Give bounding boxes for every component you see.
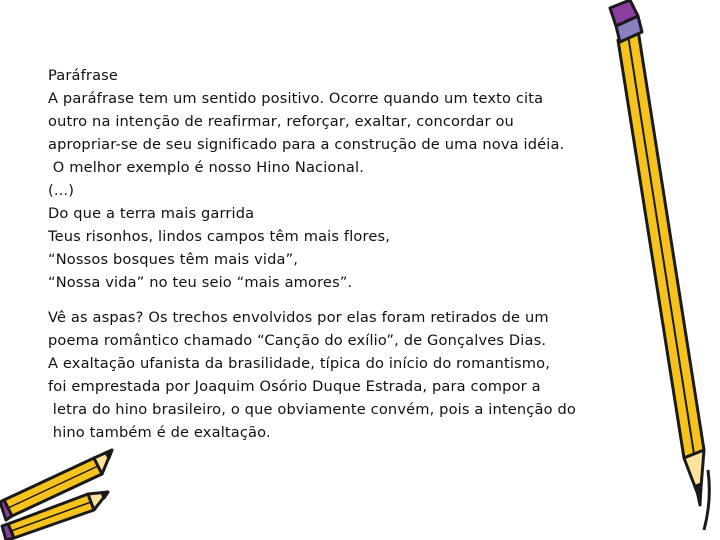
paragraph2-line: foi emprestada por Joaquim Osório Duque Estrada, para compor a [48,378,541,395]
paragraph1-line: O melhor exemplo é nosso Hino Nacional. [48,159,364,176]
body-text [48,64,648,444]
paragraph1-line: A paráfrase tem um sentido positivo. Ocorre quando um texto cita [48,90,544,107]
paragraph1-line: “Nossa vida” no teu seio “mais amores”. [48,274,353,291]
paragraph2-line: poema romântico chamado “Canção do exílio”, de Gonçalves Dias. [48,332,547,349]
paragraph2-line: Vê as aspas? Os trechos envolvidos por elas foram retirados de um [48,309,549,326]
paragraph-gap [48,294,648,306]
paragraph1-line: Do que a terra mais garrida [48,205,255,222]
paragraph2-line: hino também é de exaltação. [48,424,271,441]
paragraph1-line: apropriar-se de seu significado para a construção de uma nova idéia. [48,136,565,153]
paragraph1-line: Teus risonhos, lindos campos têm mais flores, [48,228,390,245]
pencil-icon-bottom-left-1 [0,440,120,540]
paragraph1-line: (...) [48,182,75,199]
paragraph2-line: A exaltação ufanista da brasilidade, típica do início do romantismo, [48,355,551,372]
paragraph1-line: outro na intenção de reafirmar, reforçar, exaltar, concordar ou [48,113,514,130]
paragraph1-line: “Nossos bosques têm mais vida”, [48,251,299,268]
paragraph1-line: Paráfrase [48,67,119,84]
paragraph2-line: letra do hino brasileiro, o que obviamente convém, pois a intenção do [48,401,576,418]
